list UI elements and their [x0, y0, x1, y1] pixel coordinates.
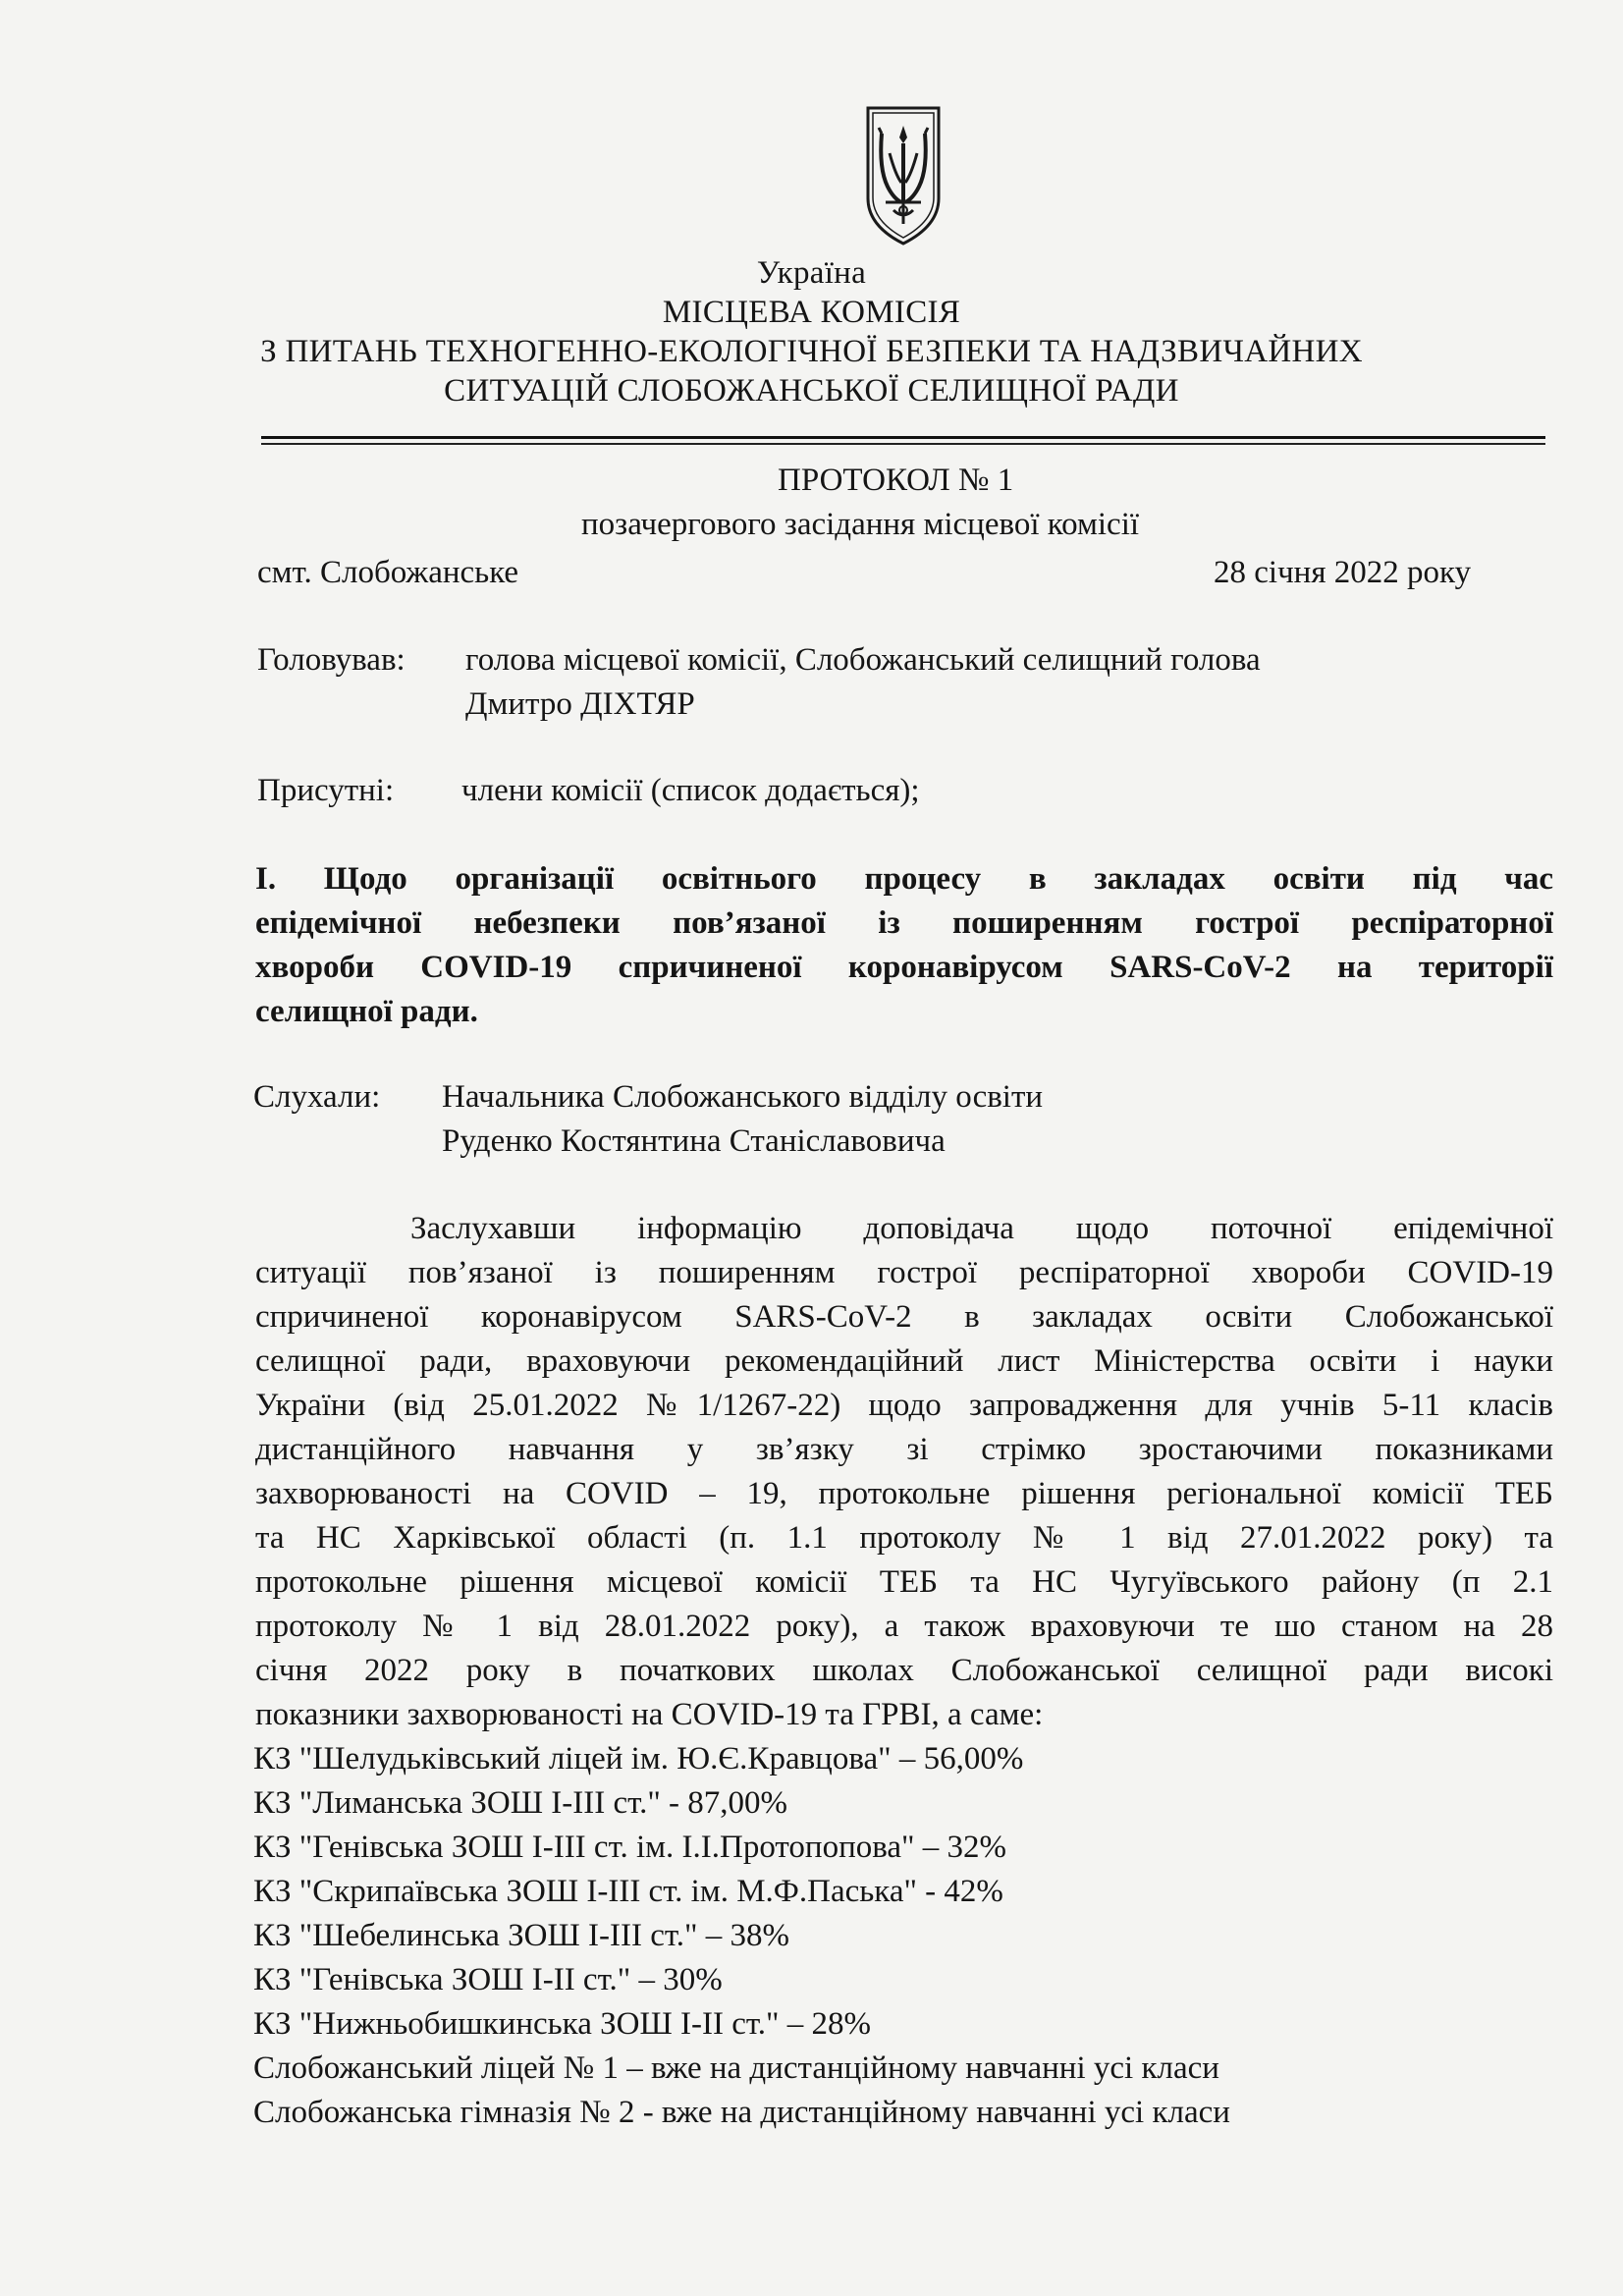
list-item: КЗ "Скрипаївська ЗОШ І-ІІІ ст. ім. М.Ф.Паська" - 42%	[253, 1874, 1003, 1909]
body-line: протоколу № 1 від 28.01.2022 року), а також враховуючи те шо станом на 28	[255, 1609, 1553, 1644]
list-item: КЗ "Шебелинська ЗОШ І-ІІІ ст." – 38%	[253, 1918, 790, 1953]
body-line: дистанційного навчання у зв’язку зі стрімко зростаючими показниками	[255, 1432, 1553, 1467]
body-line: України (від 25.01.2022 №1/1267-22) щодо запровадження для учнів 5-11 класів	[255, 1388, 1553, 1423]
protocol-place: смт. Слобожанське	[257, 555, 519, 590]
body-line: селищної ради, враховуючи рекомендаційний лист Міністерства освіти і науки	[255, 1343, 1553, 1379]
header-divider-thin	[261, 443, 1545, 445]
list-item: Слобожанська гімназія № 2 - вже на дистанційному навчанні усі класи	[253, 2095, 1230, 2130]
list-item: КЗ "Лиманська ЗОШ І-ІІІ ст." - 87,00%	[253, 1785, 788, 1821]
present-text: члени комісії (список додається);	[461, 773, 920, 808]
body-line: показники захворюваності на COVID-19 та ГРВІ, а саме:	[255, 1697, 1044, 1732]
chair-text: голова місцевої комісії, Слобожанський селищний голова	[465, 642, 1261, 678]
body-line: Заслухавши інформацію доповідача щодо поточної епідемічної	[410, 1211, 1553, 1246]
commission-title-line2: З ПИТАНЬ ТЕХНОГЕННО-ЕКОЛОГІЧНОЇ БЕЗПЕКИ ТА НАДЗВИЧАЙНИХ	[260, 334, 1363, 369]
coat-of-arms-trident-icon	[862, 104, 945, 247]
section-heading-line4: селищної ради.	[255, 994, 478, 1029]
commission-title-line1: МІСЦЕВА КОМІСІЯ	[662, 295, 961, 330]
present-label: Присутні:	[257, 773, 395, 808]
header-divider-thick	[261, 436, 1545, 439]
heard-line1: Начальника Слобожанського відділу освіти	[442, 1079, 1044, 1115]
commission-title-line3: СИТУАЦІЙ СЛОБОЖАНСЬКОЇ СЕЛИЩНОЇ РАДИ	[444, 373, 1179, 409]
list-item: Слобожанський ліцей № 1 – вже на дистанційному навчанні усі класи	[253, 2050, 1219, 2086]
protocol-subtitle: позачергового засідання місцевої комісії	[581, 507, 1140, 542]
chair-name: Дмитро ДІХТЯР	[465, 686, 695, 722]
body-line: протокольне рішення місцевої комісії ТЕБ та НС Чугуївського району (п 2.1	[255, 1564, 1553, 1600]
protocol-date: 28 січня 2022 року	[1214, 555, 1472, 590]
body-line: захворюваності на COVID – 19, протокольне рішення регіональної комісії ТЕБ	[255, 1476, 1553, 1511]
body-line: ситуації пов’язаної із поширенням гострої респіраторної хвороби COVID-19	[255, 1255, 1553, 1290]
heard-line2: Руденко Костянтина Станіславовича	[442, 1123, 946, 1159]
chair-label: Головував:	[257, 642, 406, 678]
body-line: січня 2022 року в початкових школах Слобожанської селищної ради високі	[255, 1653, 1553, 1688]
section-heading-line3: хвороби COVID-19 спричиненої коронавірусом SARS-CoV-2 на території	[255, 950, 1553, 985]
list-item: КЗ "Генівська ЗОШ І-ІІІ ст. ім. І.І.Протопопова" – 32%	[253, 1830, 1006, 1865]
list-item: КЗ "Шелудьківський ліцей ім. Ю.Є.Кравцова" – 56,00%	[253, 1741, 1024, 1777]
list-item: КЗ "Нижньобишкинська ЗОШ І-ІІ ст." – 28%	[253, 2006, 872, 2042]
body-line: та НС Харківської області (п. 1.1 протоколу № 1 від 27.01.2022 року) та	[255, 1520, 1553, 1556]
heard-label: Слухали:	[253, 1079, 381, 1115]
section-heading-line2: епідемічної небезпеки пов’язаної із поширенням гострої респіраторної	[255, 905, 1553, 941]
list-item: КЗ "Генівська ЗОШ І-ІІ ст." – 30%	[253, 1962, 723, 1997]
section-heading-line1: І. Щодо організації освітнього процесу в закладах освіти під час	[255, 861, 1553, 897]
protocol-title: ПРОТОКОЛ № 1	[778, 463, 1014, 498]
body-line: спричиненої коронавірусом SARS-CoV-2 в закладах освіти Слобожанської	[255, 1299, 1553, 1335]
country-name: Україна	[756, 255, 867, 291]
